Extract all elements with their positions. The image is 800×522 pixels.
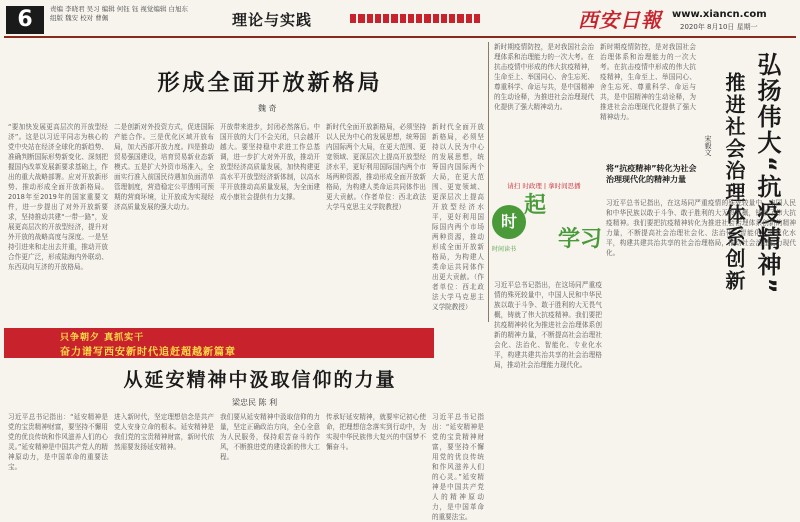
right-article-subhead: 将“抗疫精神”转化为社会治理现代化的精神力量 [606, 164, 697, 184]
page-number: 6 [6, 6, 44, 34]
article2-column-1: 习近平总书记指出：“延安精神是党的宝贵精神财富，要坚持不懈用党的优良传统和作风滋养人们的心灵。”延安精神是中国共产党人的精神原动力，是中国革命的重要法宝。 [8, 413, 108, 471]
study-badge-qi: 起 [524, 193, 547, 218]
newspaper-logo: 西安日報 [578, 8, 662, 32]
editor-line-2: 组版 魏安 校对 曹佩 [50, 14, 109, 22]
site-url: www.xiancn.com [672, 9, 767, 20]
editor-line-1: 责编 李晓君 吴习 编辑 何钰 钰 视觉编辑 白旭东 [50, 5, 188, 13]
study-badge-xue: 学习 [558, 227, 603, 252]
article2-column-5: 习近平总书记指出：“延安精神是党的宝贵精神财富，要坚持不懈用党的优良传统和作风滋养人们的心灵。”延安精神是中国共产党人的精神原动力，是中国革命的重要法宝。 [432, 413, 484, 521]
article1-headline: 形成全面开放新格局 [157, 71, 383, 96]
article2-column-4: 传承好延安精神，就要牢记初心使命，把理想信念落实到行动中，为实现中华民族伟大复兴的中国梦不懈奋斗。 [326, 413, 426, 451]
article2-headline: 从延安精神中汲取信仰的力量 [123, 369, 397, 391]
article2-author: 梁忠民 陈 利 [232, 398, 278, 407]
right-article-title-line2: 推进社会治理体系创新 [722, 72, 746, 292]
study-badge-shi: 时 [492, 205, 526, 239]
article1-column-2: 二是创新对外投资方式，促进国际产能合作。三是优化区域开放布局，加大西部开放力度。四是推动贸易强国建设，培育贸易新业态新模式。五是扩大外资市场准入，全面实行准入前国民待遇加负面清单管理制度，营造稳定公平透明可预期的营商环境，让开放成为实现经济高质量发展的强大动力。 [114, 123, 214, 211]
study-badge-sub: 时间读书 [492, 246, 517, 253]
column-divider [488, 42, 489, 322]
article2-column-3: 我们要从延安精神中汲取信仰的力量，坚定正确政治方向，全心全意为人民服务，保持艰苦奋斗的作风，不断推进党的建设新的伟大工程。 [220, 413, 320, 461]
right-article-top-text-2: 新时期疫情防控，是对我国社会治理体系和治理能力的一次大考。在抗击疫情中形成的伟大抗疫精神，生命至上、举国同心、舍生忘死、尊重科学、命运与共，是中国精神的生动诠释，为推进社会治理现代化提供了强大精神动力。 [600, 43, 696, 121]
banner-line-2: 奋力谱写西安新时代追赶超越新篇章 [60, 347, 236, 358]
right-article-title-line1: 弘扬伟大“抗疫精神” [753, 52, 781, 296]
section-title: 理论与实践 [232, 11, 313, 29]
right-article-top-text: 新时期疫情防控，是对我国社会治理体系和治理能力的一次大考。在抗击疫情中形成的伟大抗疫精神，生命至上、举国同心、舍生忘死、尊重科学、命运与共，是中国精神的生动诠释，为推进社会治理现代化提供了强大精神动力。 [494, 43, 594, 111]
right-article-author: 宋毅文 [704, 135, 712, 156]
article2-column-2: 进入新时代，坚定理想信念是共产党人安身立命的根本。延安精神是我们党的宝贵精神财富，新时代依然需要发扬延安精神。 [114, 413, 214, 451]
banner-line-1: 只争朝夕 真抓实干 [60, 333, 145, 343]
article1-column-1: “要加快发展更高层次的开放型经济”。这是以习近平同志为核心的党中央站在经济全球化的新趋势、准确判断国际形势新变化、深刻把握国内改革发展新要求基础上，作出的重大战略部署。应对开放新形势、推动形成全面开放新格局。2018年至2019年的国家重要文件，进一步提出了对外开放新要求，坚持推动共建“一带一路”，发展更高层次的开放型经济，提升对外开放的战略高度与深度。一是坚持引进来和走出去并重，推动开放合作更广泛，形成陆海内外联动、东西双向互济的开放格局。 [8, 123, 108, 271]
article1-column-3: 开放带来进步，封闭必然落后。中国开放的大门不会关闭，只会越开越大。要坚持稳中求进工作总基调，进一步扩大对外开放，推动开放型经济高质量发展，加快构建更高水平开放型经济新体制，以高水平开放推动高质量发展，为全面建成小康社会提供有力支撑。 [220, 123, 320, 201]
section-decoration [350, 14, 480, 23]
date-line: 2020年 8月10日 星期一 [680, 23, 758, 31]
editor-credits [50, 5, 210, 23]
study-badge-caption: 请扫 时政理 | 拿时间思播 [507, 182, 581, 190]
article1-author: 魏 奇 [258, 104, 277, 113]
right-article-bottom-text: 习近平总书记指出，在这场同严重疫情的殊死较量中，中国人民和中华民族以敢于斗争、敢于胜利的大无畏气概，铸就了伟大抗疫精神。我们要把抗疫精神转化为推进社会治理体系创新的精神力量，不断提高社会治理社会化、法治化、智能化、专业化水平，构建共建共治共享的社会治理格局，推动社会治理能力现代化。 [606, 199, 796, 257]
article1-column-5: 新时代全面开放新格局，必须坚持以人民为中心的发展思想，统筹国内国际两个大局，在更大范围、更宽领域、更深层次上提高开放型经济水平，更好利用国际国内两个市场两种资源，推动形成全面开放新格局，为构建人类命运共同体作出更大贡献。（作者单位：西北政法大学马克思主义学院教授） [432, 123, 484, 311]
right-article-bottom-text-2: 习近平总书记指出，在这场同严重疫情的殊死较量中，中国人民和中华民族以敢于斗争、敢于胜利的大无畏气概，铸就了伟大抗疫精神。我们要把抗疫精神转化为推进社会治理体系创新的精神力量，不断提高社会治理社会化、法治化、智能化、专业化水平，构建共建共治共享的社会治理格局，推动社会治理能力现代化。 [494, 281, 602, 369]
article1-column-4: 新时代全面开放新格局，必须坚持以人民为中心的发展思想，统筹国内国际两个大局，在更大范围、更宽领域、更深层次上提高开放型经济水平，更好利用国际国内两个市场两种资源，推动形成全面开放新格局，为构建人类命运共同体作出更大贡献。（作者单位：西北政法大学马克思主义学院教授） [326, 123, 426, 211]
header-rule [4, 36, 796, 38]
